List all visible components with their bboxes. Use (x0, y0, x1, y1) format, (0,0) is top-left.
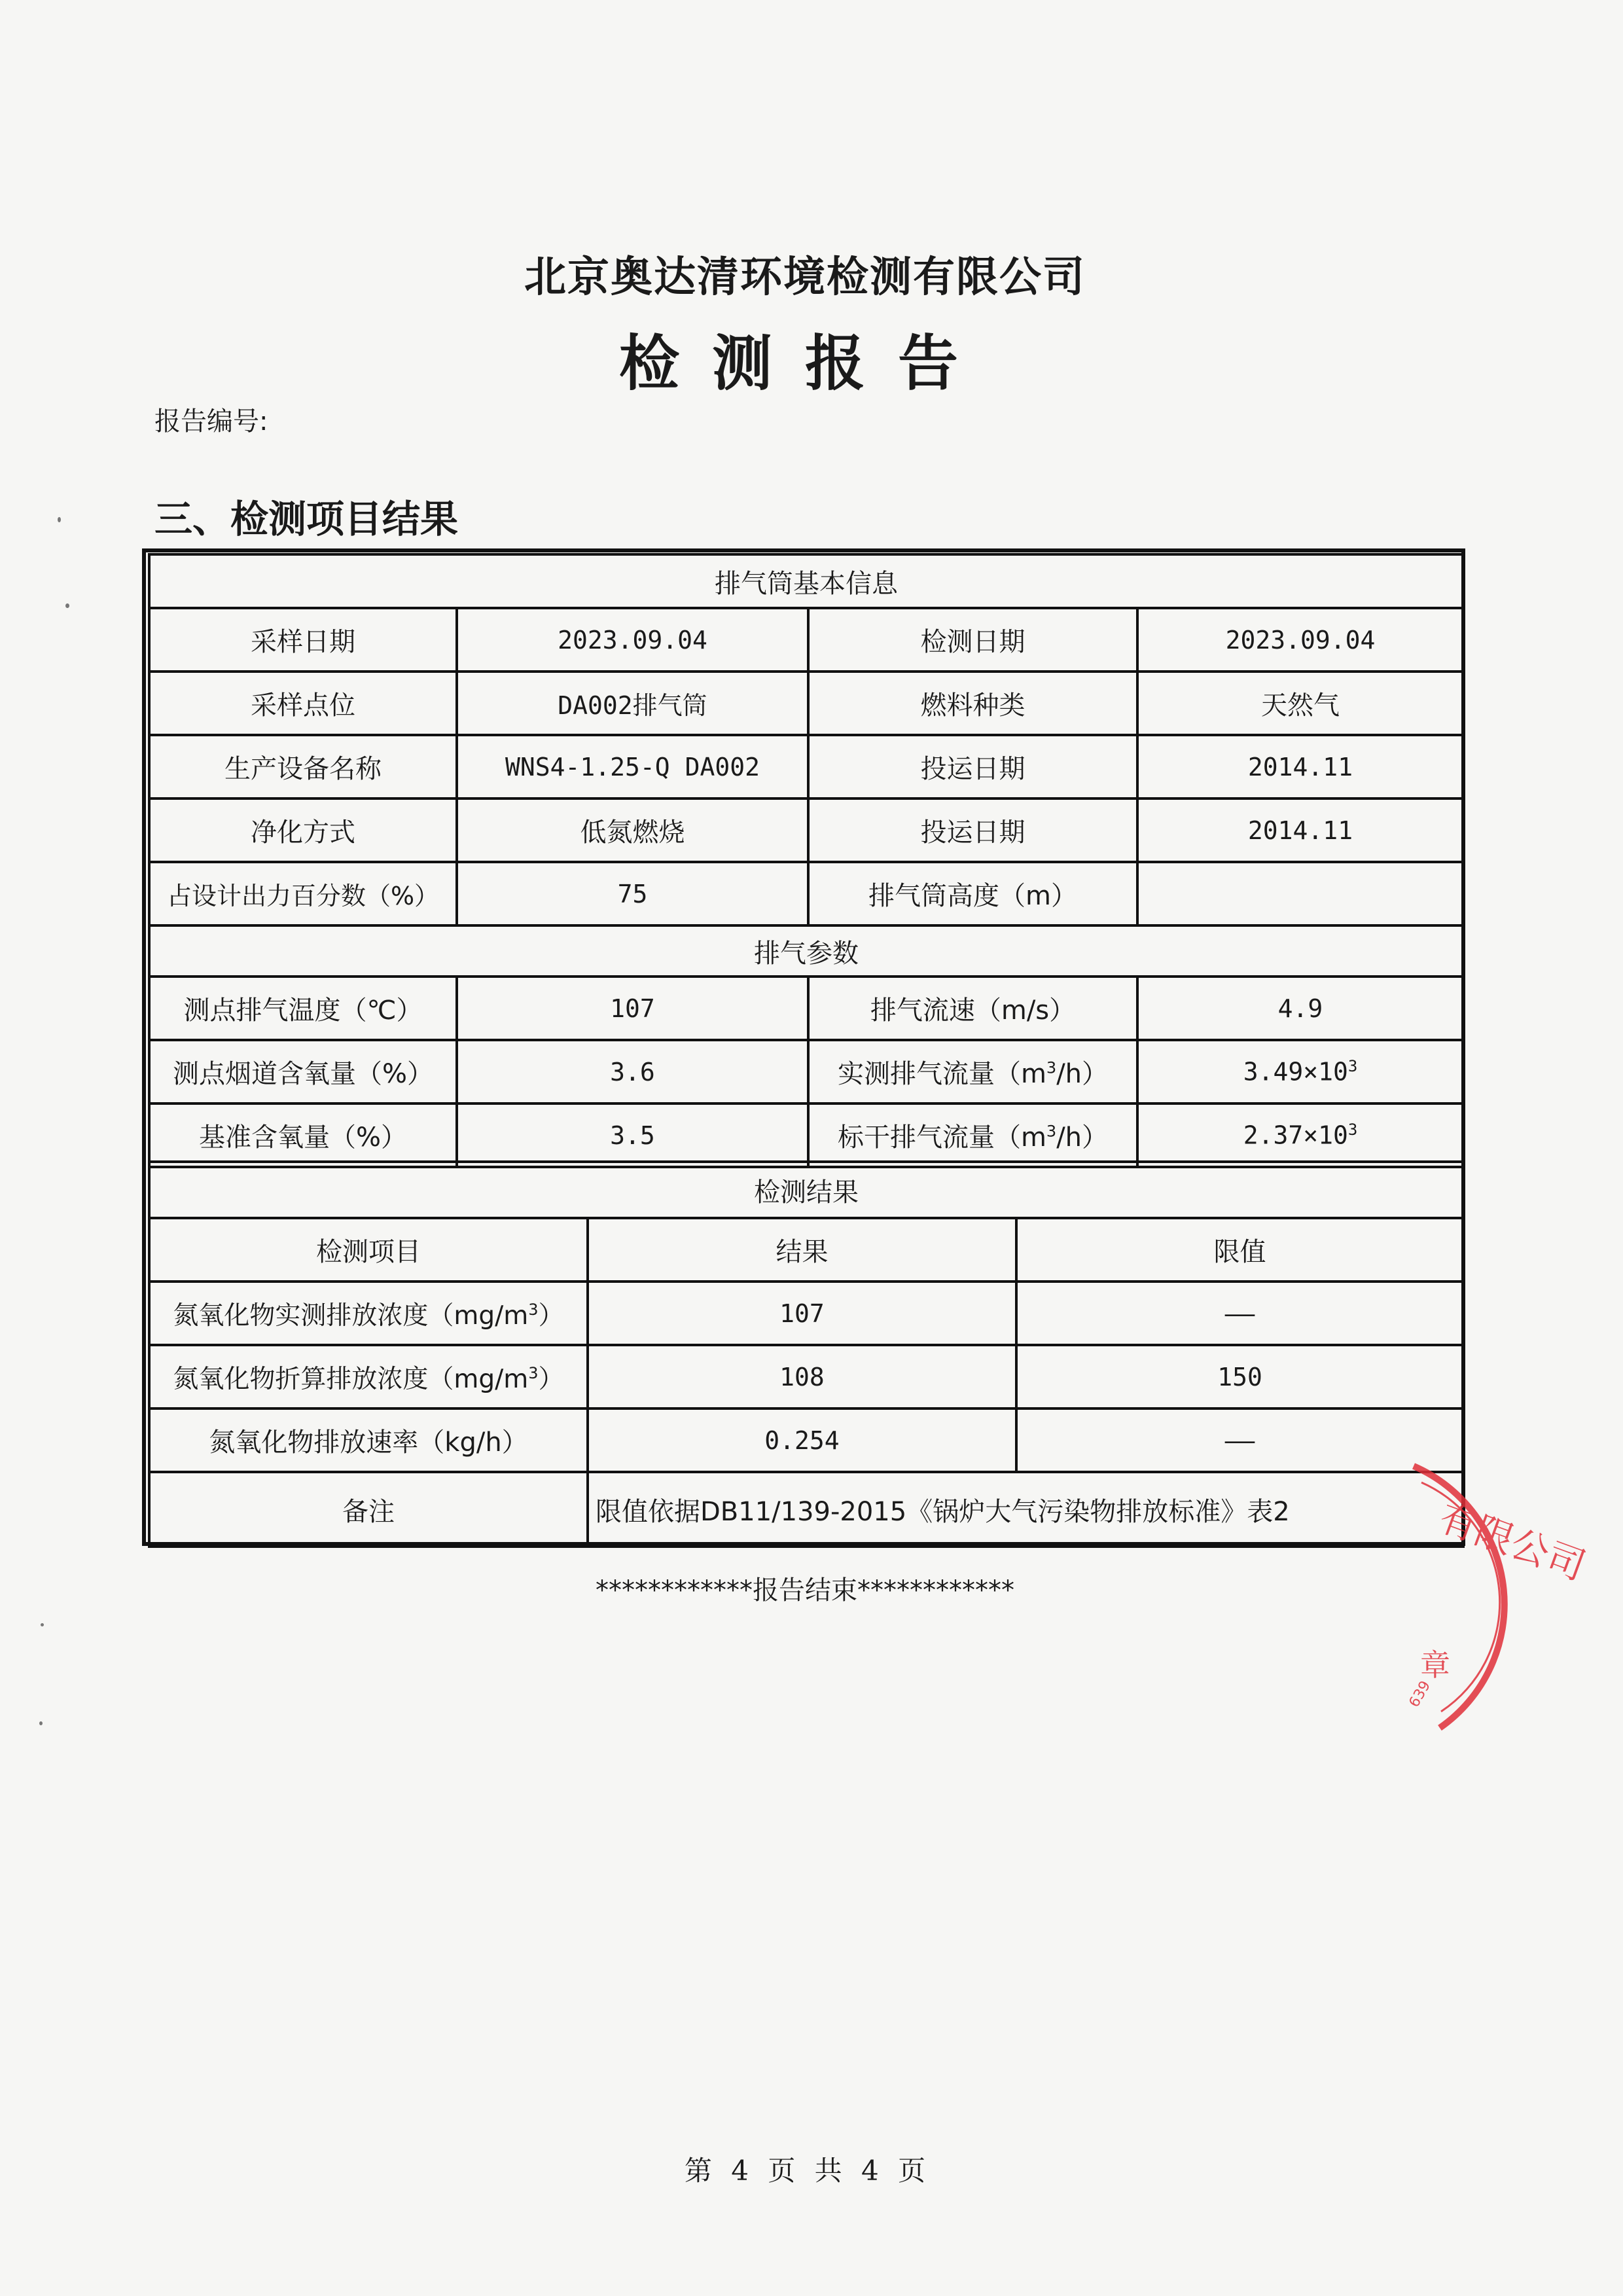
result-item-sup: 3 (528, 1363, 539, 1382)
sampling-date-value: 2023.09.04 (457, 608, 808, 672)
col-result-header: 结果 (588, 1218, 1016, 1282)
operation-date-label-2: 投运日期 (808, 798, 1137, 862)
fuel-type-label: 燃料种类 (808, 672, 1137, 735)
result-item-post: ） (538, 1300, 564, 1331)
seal-text: 有限公司 (1433, 1495, 1592, 1589)
operation-date-value-2: 2014.11 (1137, 798, 1463, 862)
result-item-post: ） (538, 1364, 564, 1394)
report-title: 检测报告 (618, 329, 991, 399)
exhaust-params-heading: 排气参数 (149, 925, 1463, 977)
exhaust-velocity-value: 4.9 (1137, 977, 1463, 1040)
exhaust-velocity-label: 排气流速（m/s） (808, 977, 1137, 1040)
limit-value: —— (1016, 1282, 1463, 1345)
fuel-type-value: 天然气 (1137, 672, 1463, 735)
company-name: 北京奥达清环境检测有限公司 (524, 253, 1086, 302)
col-item-header: 检测项目 (149, 1218, 588, 1282)
measured-flow-value (1137, 1040, 1463, 1103)
section-title: 三、检测项目结果 (154, 497, 459, 541)
std-flow-label-sup: 3 (1046, 1122, 1057, 1141)
result-item-sup: 3 (528, 1300, 539, 1319)
result-item-pre: 氮氧化物实测排放浓度（mg/m (173, 1300, 529, 1331)
remark-label: 备注 (149, 1472, 588, 1547)
measured-flow-base: 3.49×10 (1243, 1057, 1348, 1086)
purification-label: 净化方式 (149, 798, 457, 862)
std-flow-exp: 3 (1347, 1121, 1358, 1139)
measured-flow-label-pre: 实测排气流量（m (837, 1059, 1046, 1089)
scan-speck (58, 517, 61, 522)
result-item-pre: 氮氧化物排放速率（kg/h） (209, 1427, 528, 1458)
results-heading: 检测结果 (149, 1162, 1463, 1218)
ref-oxygen-label: 基准含氧量（%） (149, 1103, 457, 1167)
std-flow-label (808, 1103, 1137, 1167)
load-percent-label: 占设计出力百分数（%） (149, 862, 457, 925)
report-number-label: 报告编号: (154, 406, 268, 437)
measured-flow-label-sup: 3 (1046, 1058, 1057, 1077)
stack-info-heading: 排气筒基本信息 (149, 554, 1463, 608)
result-value: 107 (588, 1282, 1016, 1345)
sampling-date-label: 采样日期 (149, 608, 457, 672)
std-flow-value (1137, 1103, 1463, 1167)
table-row (149, 1345, 1463, 1408)
equipment-value: WNS4-1.25-Q DA002 (457, 735, 808, 798)
testing-date-label: 检测日期 (808, 608, 1137, 672)
limit-value: 150 (1016, 1345, 1463, 1408)
exhaust-temp-value: 107 (457, 977, 808, 1040)
results-table (148, 1160, 1465, 1548)
scan-speck (39, 1721, 43, 1725)
equipment-label: 生产设备名称 (149, 735, 457, 798)
sampling-point-value: DA002排气筒 (457, 672, 808, 735)
page-footer: 第 4 页 共 4 页 (684, 2155, 926, 2187)
seal-code: 639 (1406, 1678, 1435, 1710)
flue-oxygen-value: 3.6 (457, 1040, 808, 1103)
stack-info-table (148, 553, 1465, 1168)
stack-height-value (1137, 862, 1463, 925)
measured-flow-exp: 3 (1347, 1057, 1358, 1076)
flue-oxygen-label: 测点烟道含氧量（%） (149, 1040, 457, 1103)
limit-value: —— (1016, 1408, 1463, 1472)
testing-date-value: 2023.09.04 (1137, 608, 1463, 672)
result-value: 108 (588, 1345, 1016, 1408)
scan-speck (41, 1623, 44, 1626)
std-flow-label-post: /h） (1056, 1122, 1109, 1153)
result-item (149, 1408, 588, 1472)
exhaust-temp-label: 测点排气温度（℃） (149, 977, 457, 1040)
load-percent-value: 75 (457, 862, 808, 925)
seal-sub-text: 章 (1420, 1647, 1450, 1683)
measured-flow-label-post: /h） (1056, 1059, 1109, 1089)
purification-value: 低氮燃烧 (457, 798, 808, 862)
stack-height-label: 排气筒高度（m） (808, 862, 1137, 925)
operation-date-value-1: 2014.11 (1137, 735, 1463, 798)
report-end-marker: ************报告结束************ (596, 1575, 1014, 1605)
std-flow-base: 2.37×10 (1243, 1121, 1348, 1150)
col-limit-header: 限值 (1016, 1218, 1463, 1282)
sampling-point-label: 采样点位 (149, 672, 457, 735)
result-item-pre: 氮氧化物折算排放浓度（mg/m (173, 1364, 529, 1394)
remark-value: 限值依据DB11/139-2015《锅炉大气污染物排放标准》表2 (588, 1472, 1463, 1547)
table-row (149, 1408, 1463, 1472)
scan-speck (65, 603, 69, 608)
operation-date-label-1: 投运日期 (808, 735, 1137, 798)
measured-flow-label (808, 1040, 1137, 1103)
result-item (149, 1282, 588, 1345)
table-row (149, 1282, 1463, 1345)
result-value: 0.254 (588, 1408, 1016, 1472)
std-flow-label-pre: 标干排气流量（m (837, 1122, 1046, 1153)
result-item (149, 1345, 588, 1408)
ref-oxygen-value: 3.5 (457, 1103, 808, 1167)
